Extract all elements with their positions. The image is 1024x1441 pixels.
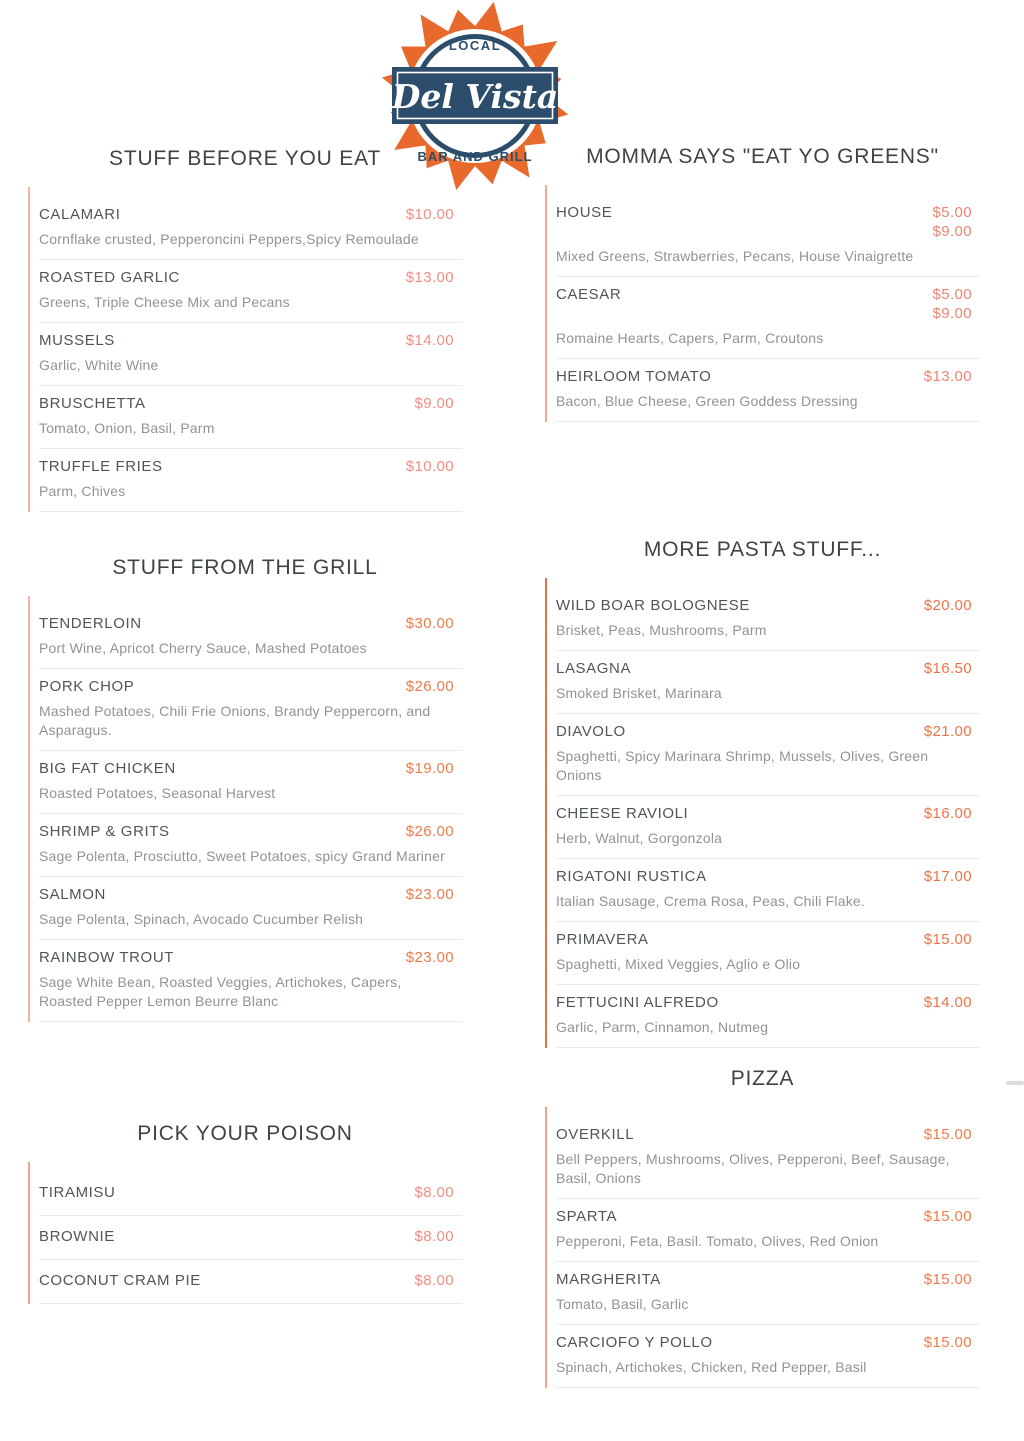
menu-section-pizza [545, 1066, 980, 1388]
item-name: RAINBOW TROUT [39, 949, 175, 966]
item-price: $26.00 [405, 823, 454, 840]
item-price: $10.00 [405, 206, 454, 223]
item-description: Smoked Brisket, Marinara [556, 685, 722, 701]
item-price: $13.00 [405, 269, 454, 286]
item-name: WILD BOAR BOLOGNESE [556, 597, 750, 614]
menu-item [39, 386, 462, 449]
item-name: FETTUCINI ALFREDO [556, 994, 719, 1011]
item-name: CAESAR [556, 286, 622, 303]
item-description: Pepperoni, Feta, Basil. Tomato, Olives, Red Onion [556, 1233, 879, 1249]
item-name: BRUSCHETTA [39, 395, 146, 412]
menu-item [556, 1262, 980, 1325]
item-description: Sage Polenta, Prosciutto, Sweet Potatoes, spicy Grand Mariner [39, 848, 445, 864]
item-description: Port Wine, Apricot Cherry Sauce, Mashed Potatoes [39, 640, 367, 656]
item-price: $5.00 [932, 204, 972, 221]
item-description: Garlic, White Wine [39, 357, 159, 373]
item-name: COCONUT CRAM PIE [39, 1272, 201, 1289]
menu-item [556, 985, 980, 1048]
menu-item [556, 195, 980, 277]
item-description: Mashed Potatoes, Chili Frie Onions, Brandy Peppercorn, and Asparagus. [39, 703, 431, 738]
item-description: Garlic, Parm, Cinnamon, Nutmeg [556, 1019, 769, 1035]
item-price: $8.00 [414, 1228, 454, 1245]
section-title: MORE PASTA STUFF... [643, 538, 882, 561]
menu-item [556, 922, 980, 985]
menu-item [39, 197, 462, 260]
logo-local-label: LOCAL [448, 38, 502, 53]
menu-item [556, 1325, 980, 1388]
item-name: SPARTA [556, 1208, 618, 1225]
menu-section-greens [545, 144, 980, 422]
menu-item [39, 323, 462, 386]
menu-item [556, 277, 980, 359]
section-title: STUFF FROM THE GRILL [112, 556, 378, 579]
item-price: $14.00 [405, 332, 454, 349]
section-title: STUFF BEFORE YOU EAT [109, 147, 381, 170]
item-name: TIRAMISU [39, 1184, 116, 1201]
menu-item [39, 1216, 462, 1260]
item-price: $23.00 [405, 886, 454, 903]
item-description: Tomato, Onion, Basil, Parm [39, 420, 215, 436]
item-description: Bell Peppers, Mushrooms, Olives, Pepperoni, Beef, Sausage, Basil, Onions [556, 1151, 950, 1186]
item-description: Sage Polenta, Spinach, Avocado Cucumber Relish [39, 911, 364, 927]
item-description: Tomato, Basil, Garlic [556, 1296, 689, 1312]
item-price: $16.00 [923, 805, 972, 822]
item-name: CARCIOFO Y POLLO [556, 1334, 713, 1351]
menu-item [39, 814, 462, 877]
menu-item [39, 1172, 462, 1216]
item-price: $17.00 [923, 868, 972, 885]
item-price: $8.00 [414, 1272, 454, 1289]
item-price: $19.00 [405, 760, 454, 777]
logo-name-band [391, 67, 558, 124]
item-price: $23.00 [405, 949, 454, 966]
menu-item [39, 449, 462, 512]
logo-bar-and-grill-label: BAR AND GRILL [417, 149, 533, 164]
item-description: Spaghetti, Mixed Veggies, Aglio e Olio [556, 956, 801, 972]
scrollbar-thumb-fragment[interactable] [1006, 1081, 1024, 1085]
item-price: $9.00 [932, 305, 972, 322]
menu-item [556, 1199, 980, 1262]
item-name: LASAGNA [556, 660, 632, 677]
item-price: $15.00 [923, 1208, 972, 1225]
item-name: SHRIMP & GRITS [39, 823, 170, 840]
item-name: CHEESE RAVIOLI [556, 805, 689, 822]
item-price: $16.50 [923, 660, 972, 677]
menu-item [39, 877, 462, 940]
section-item-list [28, 187, 462, 512]
item-price: $15.00 [923, 1271, 972, 1288]
item-price: $9.00 [932, 223, 972, 240]
item-description: Herb, Walnut, Gorgonzola [556, 830, 723, 846]
item-name: TENDERLOIN [39, 615, 142, 632]
item-description: Spaghetti, Spicy Marinara Shrimp, Mussels, Olives, Green Onions [556, 748, 929, 783]
item-description: Greens, Triple Cheese Mix and Pecans [39, 294, 290, 310]
item-name: CALAMARI [39, 206, 121, 223]
item-description: Mixed Greens, Strawberries, Pecans, House Vinaigrette [556, 248, 914, 264]
item-description: Bacon, Blue Cheese, Green Goddess Dressing [556, 393, 858, 409]
item-name: OVERKILL [556, 1126, 635, 1143]
item-description: Sage White Bean, Roasted Veggies, Artichokes, Capers, Roasted Pepper Lemon Beurre Blanc [39, 974, 402, 1009]
item-name: DIAVOLO [556, 723, 626, 740]
item-price: $14.00 [923, 994, 972, 1011]
item-price: $20.00 [923, 597, 972, 614]
item-name: MUSSELS [39, 332, 115, 349]
section-title: PICK YOUR POISON [137, 1122, 353, 1145]
menu-item [556, 588, 980, 651]
menu-item [39, 260, 462, 323]
section-item-list [545, 1107, 980, 1388]
menu-item [556, 1117, 980, 1199]
menu-section-grill [28, 555, 462, 1022]
item-name: BIG FAT CHICKEN [39, 760, 176, 777]
menu-section-before-you-eat [28, 146, 462, 512]
menu-item [556, 359, 980, 422]
section-item-list [545, 578, 980, 1048]
sun-logo-icon [379, 0, 571, 192]
item-price: $26.00 [405, 678, 454, 695]
menu-section-pasta [545, 537, 980, 1048]
menu-section-poison [28, 1121, 462, 1304]
menu-item [556, 651, 980, 714]
item-description: Spinach, Artichokes, Chicken, Red Pepper, Basil [556, 1359, 867, 1375]
item-description: Roasted Potatoes, Seasonal Harvest [39, 785, 276, 801]
section-item-list [28, 1162, 462, 1304]
item-price: $8.00 [414, 1184, 454, 1201]
section-item-list [28, 596, 462, 1022]
section-title: PIZZA [730, 1067, 795, 1090]
item-price: $21.00 [923, 723, 972, 740]
item-price: $30.00 [405, 615, 454, 632]
item-name: PORK CHOP [39, 678, 135, 695]
menu-item [39, 751, 462, 814]
item-price: $13.00 [923, 368, 972, 385]
item-name: BROWNIE [39, 1228, 115, 1245]
section-item-list [545, 185, 980, 422]
item-name: SALMON [39, 886, 106, 903]
item-price: $15.00 [923, 1334, 972, 1351]
section-title: MOMMA SAYS "EAT YO GREENS" [586, 145, 939, 168]
item-name: MARGHERITA [556, 1271, 661, 1288]
item-price: $15.00 [923, 1126, 972, 1143]
del-vista-logo [379, 0, 571, 192]
item-description: Parm, Chives [39, 483, 126, 499]
menu-item [39, 940, 462, 1022]
menu-item [556, 796, 980, 859]
logo-name-text: Del Vista [391, 77, 559, 116]
item-name: RIGATONI RUSTICA [556, 868, 707, 885]
menu-item [39, 606, 462, 669]
item-name: TRUFFLE FRIES [39, 458, 163, 475]
item-name: HOUSE [556, 204, 613, 221]
item-name: HEIRLOOM TOMATO [556, 368, 712, 385]
item-price: $5.00 [932, 286, 972, 303]
item-description: Cornflake crusted, Pepperoncini Peppers,Spicy Remoulade [39, 231, 419, 247]
menu-item [39, 669, 462, 751]
item-price: $9.00 [414, 395, 454, 412]
item-description: Romaine Hearts, Capers, Parm, Croutons [556, 330, 824, 346]
item-price: $15.00 [923, 931, 972, 948]
menu-item [556, 859, 980, 922]
item-description: Brisket, Peas, Mushrooms, Parm [556, 622, 767, 638]
item-name: PRIMAVERA [556, 931, 649, 948]
item-price: $10.00 [405, 458, 454, 475]
item-description: Italian Sausage, Crema Rosa, Peas, Chili Flake. [556, 893, 865, 909]
menu-item [556, 714, 980, 796]
menu-item [39, 1260, 462, 1304]
item-name: ROASTED GARLIC [39, 269, 180, 286]
